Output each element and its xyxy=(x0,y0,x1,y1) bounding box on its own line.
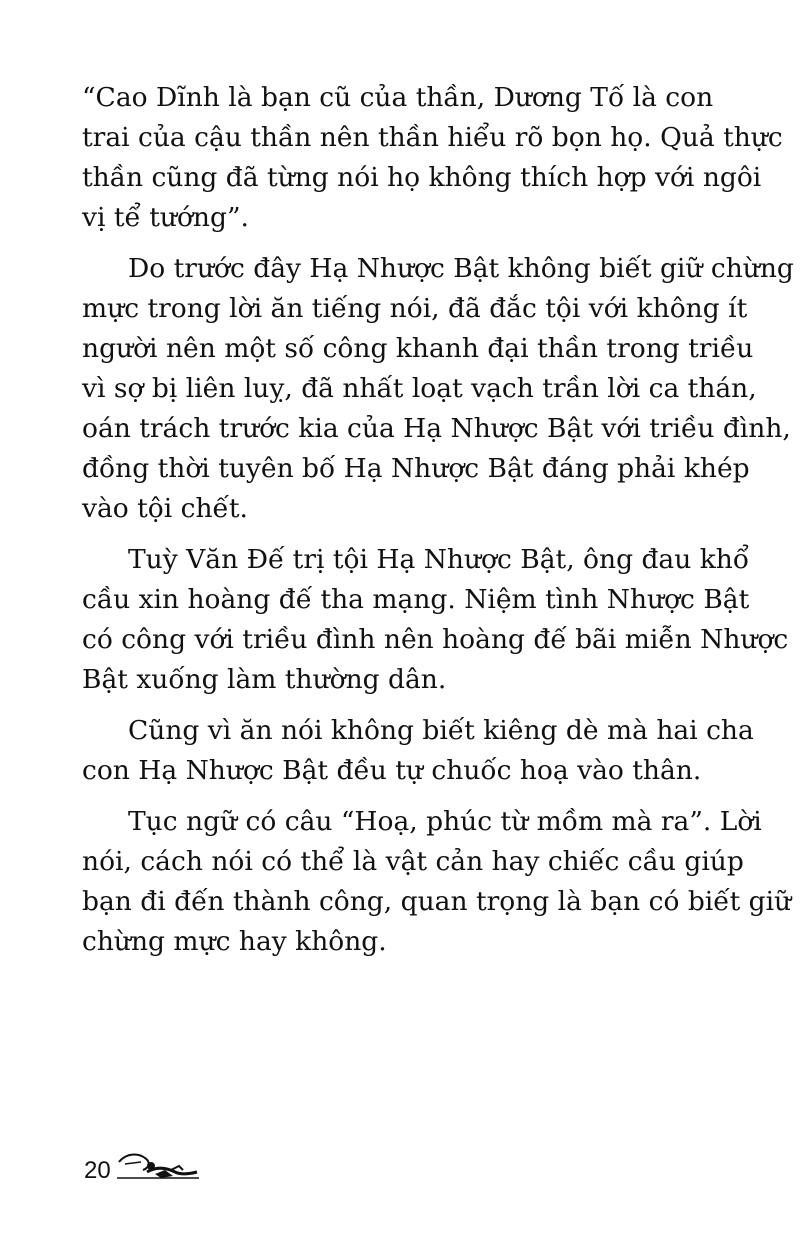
text-line: Tục ngữ có câu “Hoạ, phúc từ mồm mà ra”. Lời xyxy=(128,806,762,837)
text-line: trai của cậu thần nên thần hiểu rõ bọn họ. Quả thực xyxy=(82,122,783,153)
text-line: Cũng vì ăn nói không biết kiêng dè mà hai cha xyxy=(128,715,754,746)
text-line: “Cao Dĩnh là bạn cũ của thần, Dương Tố là con xyxy=(82,82,714,113)
text-line: chừng mực hay không. xyxy=(82,926,387,957)
text-line: mực trong lời ăn tiếng nói, đã đắc tội với không ít xyxy=(82,293,748,324)
body-text xyxy=(82,78,794,973)
text-line: con Hạ Nhược Bật đều tự chuốc hoạ vào thân. xyxy=(82,755,702,786)
paragraph-2 xyxy=(82,249,794,529)
text-line: Tuỳ Văn Đế trị tội Hạ Nhược Bật, ông đau khổ xyxy=(128,544,750,575)
text-line: thần cũng đã từng nói họ không thích hợp với ngôi xyxy=(82,162,762,193)
paragraph-1 xyxy=(82,78,783,238)
text-line: người nên một số công khanh đại thần trong triều xyxy=(82,333,754,364)
text-line: Do trước đây Hạ Nhược Bật không biết giữ chừng xyxy=(128,253,794,284)
text-line: Bật xuống làm thường dân. xyxy=(82,664,447,695)
text-line: cầu xin hoàng đế tha mạng. Niệm tình Nhược Bật xyxy=(82,584,750,615)
text-line: nói, cách nói có thể là vật cản hay chiếc cầu giúp xyxy=(82,846,744,877)
text-line: oán trách trước kia của Hạ Nhược Bật với triều đình, xyxy=(82,413,791,444)
text-line: vì sợ bị liên luỵ, đã nhất loạt vạch trần lời ca thán, xyxy=(82,373,757,404)
page-number: 20 xyxy=(84,1157,111,1184)
paragraph-5 xyxy=(82,802,792,962)
paragraph-3 xyxy=(82,540,789,700)
text-line: đồng thời tuyên bố Hạ Nhược Bật đáng phải khép xyxy=(82,453,750,484)
text-line: có công với triều đình nên hoàng đế bãi miễn Nhược xyxy=(82,624,789,655)
paragraph-4 xyxy=(82,711,754,791)
reclining-figure-ornament-icon xyxy=(115,1148,201,1187)
text-line: vào tội chết. xyxy=(82,493,248,524)
text-line: bạn đi đến thành công, quan trọng là bạn có biết giữ xyxy=(82,886,792,917)
text-line: vị tể tướng”. xyxy=(82,202,249,233)
page-footer xyxy=(84,1148,201,1185)
